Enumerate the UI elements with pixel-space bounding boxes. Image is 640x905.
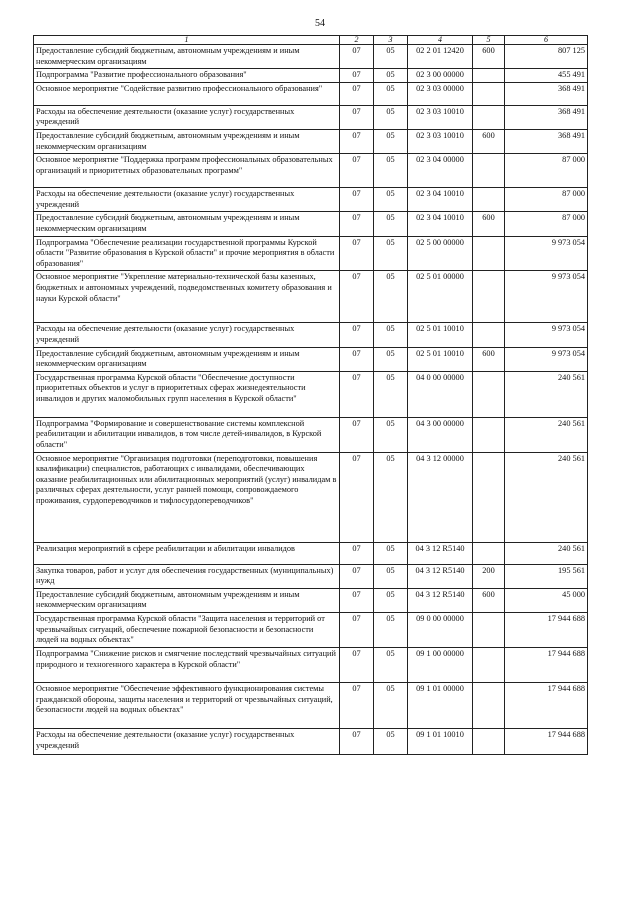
row-section: 07 [340, 683, 374, 729]
row-expense-type [473, 452, 505, 542]
row-target-code: 02 5 01 00000 [408, 271, 473, 323]
row-subsection: 05 [374, 82, 408, 105]
row-target-code: 04 0 00 00000 [408, 371, 473, 417]
row-expense-type [473, 105, 505, 129]
row-subsection: 05 [374, 613, 408, 648]
row-target-code: 02 5 00 00000 [408, 236, 473, 271]
table-row [34, 82, 588, 105]
row-subsection: 05 [374, 588, 408, 612]
column-number: 4 [408, 36, 473, 45]
row-amount: 240 561 [505, 542, 588, 564]
row-expense-type [473, 371, 505, 417]
row-target-code: 02 3 03 10010 [408, 129, 473, 153]
table-row [34, 212, 588, 236]
table-row [34, 129, 588, 153]
row-subsection: 05 [374, 542, 408, 564]
row-subsection: 05 [374, 212, 408, 236]
table-row [34, 371, 588, 417]
row-expense-type: 200 [473, 564, 505, 588]
column-numbers-row [34, 36, 588, 45]
row-expense-type [473, 188, 505, 212]
row-subsection: 05 [374, 347, 408, 371]
row-amount: 455 491 [505, 69, 588, 83]
row-target-code: 04 3 00 00000 [408, 417, 473, 452]
row-subsection: 05 [374, 323, 408, 347]
row-expense-type [473, 542, 505, 564]
row-amount: 807 125 [505, 45, 588, 69]
row-target-code: 02 3 00 00000 [408, 69, 473, 83]
row-expense-type [473, 729, 505, 755]
row-expense-type: 600 [473, 129, 505, 153]
row-section: 07 [340, 271, 374, 323]
row-target-code: 09 1 00 00000 [408, 648, 473, 683]
row-subsection: 05 [374, 371, 408, 417]
row-section: 07 [340, 154, 374, 188]
table-row [34, 542, 588, 564]
row-target-code: 02 5 01 10010 [408, 323, 473, 347]
row-section: 07 [340, 69, 374, 83]
row-subsection: 05 [374, 236, 408, 271]
table-row [34, 588, 588, 612]
row-section: 07 [340, 347, 374, 371]
row-name: Предоставление субсидий бюджетным, автономным учреждениям и иным некоммерческим организациям [34, 212, 340, 236]
row-target-code: 04 3 12 R5140 [408, 564, 473, 588]
row-name: Основное мероприятие "Укрепление материально-технической базы казенных, бюджетных и автономных учреждений, подведомственных комитету образования и науки Курской области" [34, 271, 340, 323]
row-subsection: 05 [374, 452, 408, 542]
row-target-code: 09 1 01 10010 [408, 729, 473, 755]
row-subsection: 05 [374, 129, 408, 153]
row-target-code: 02 2 01 12420 [408, 45, 473, 69]
row-target-code: 02 3 04 10010 [408, 188, 473, 212]
column-number: 1 [34, 36, 340, 45]
row-amount: 17 944 688 [505, 729, 588, 755]
row-name: Подпрограмма "Снижение рисков и смягчение последствий чрезвычайных ситуаций природного и техногенного характера в Курской области" [34, 648, 340, 683]
row-expense-type [473, 683, 505, 729]
row-target-code: 02 3 04 00000 [408, 154, 473, 188]
row-target-code: 04 3 12 R5140 [408, 588, 473, 612]
row-amount: 9 973 054 [505, 347, 588, 371]
row-target-code: 02 5 01 10010 [408, 347, 473, 371]
page-number: 54 [315, 18, 325, 29]
row-subsection: 05 [374, 105, 408, 129]
row-amount: 240 561 [505, 417, 588, 452]
row-expense-type [473, 417, 505, 452]
row-expense-type: 600 [473, 45, 505, 69]
table-row [34, 323, 588, 347]
row-subsection: 05 [374, 154, 408, 188]
row-section: 07 [340, 417, 374, 452]
row-amount: 17 944 688 [505, 683, 588, 729]
column-number: 3 [374, 36, 408, 45]
row-section: 07 [340, 542, 374, 564]
row-subsection: 05 [374, 729, 408, 755]
row-amount: 195 561 [505, 564, 588, 588]
row-section: 07 [340, 105, 374, 129]
row-target-code: 02 3 04 10010 [408, 212, 473, 236]
row-expense-type: 600 [473, 212, 505, 236]
row-section: 07 [340, 212, 374, 236]
row-amount: 87 000 [505, 188, 588, 212]
row-subsection: 05 [374, 648, 408, 683]
row-amount: 368 491 [505, 129, 588, 153]
row-name: Предоставление субсидий бюджетным, автономным учреждениям и иным некоммерческим организациям [34, 347, 340, 371]
budget-table [33, 35, 588, 755]
table-row [34, 271, 588, 323]
row-section: 07 [340, 452, 374, 542]
row-section: 07 [340, 729, 374, 755]
row-section: 07 [340, 188, 374, 212]
row-name: Государственная программа Курской области "Защита населения и территорий от чрезвычайных ситуаций, обеспечение пожарной безопасности и безопасности людей на водных объектах" [34, 613, 340, 648]
row-amount: 45 000 [505, 588, 588, 612]
table-row [34, 648, 588, 683]
table-row [34, 417, 588, 452]
row-section: 07 [340, 648, 374, 683]
row-name: Основное мероприятие "Поддержка программ профессиональных образовательных организаций и приоритетных образовательных программ" [34, 154, 340, 188]
row-section: 07 [340, 613, 374, 648]
table-row [34, 188, 588, 212]
table-row [34, 452, 588, 542]
row-name: Расходы на обеспечение деятельности (оказание услуг) государственных учреждений [34, 729, 340, 755]
row-amount: 87 000 [505, 212, 588, 236]
table-row [34, 683, 588, 729]
row-name: Подпрограмма "Обеспечение реализации государственной программы Курской области "Развитие образования в Курской области" и прочие мероприятия в области образования" [34, 236, 340, 271]
column-number: 5 [473, 36, 505, 45]
row-expense-type [473, 613, 505, 648]
row-name: Основное мероприятие "Обеспечение эффективного функционирования системы гражданской обороны, защиты населения и территорий от чрезвычайных ситуаций, безопасности людей на водных объектах" [34, 683, 340, 729]
table-row [34, 45, 588, 69]
row-subsection: 05 [374, 564, 408, 588]
row-subsection: 05 [374, 683, 408, 729]
row-target-code: 09 0 00 00000 [408, 613, 473, 648]
row-subsection: 05 [374, 188, 408, 212]
row-section: 07 [340, 564, 374, 588]
row-name: Подпрограмма "Развитие профессионального образования" [34, 69, 340, 83]
row-name: Расходы на обеспечение деятельности (оказание услуг) государственных учреждений [34, 323, 340, 347]
row-subsection: 05 [374, 45, 408, 69]
table-row [34, 564, 588, 588]
row-expense-type [473, 648, 505, 683]
column-number: 2 [340, 36, 374, 45]
table-row [34, 236, 588, 271]
row-expense-type [473, 236, 505, 271]
row-name: Предоставление субсидий бюджетным, автономным учреждениям и иным некоммерческим организациям [34, 588, 340, 612]
row-target-code: 04 3 12 00000 [408, 452, 473, 542]
row-expense-type [473, 323, 505, 347]
row-target-code: 02 3 03 10010 [408, 105, 473, 129]
row-expense-type [473, 69, 505, 83]
row-amount: 17 944 688 [505, 648, 588, 683]
row-expense-type [473, 154, 505, 188]
row-subsection: 05 [374, 69, 408, 83]
row-section: 07 [340, 588, 374, 612]
row-target-code: 02 3 03 00000 [408, 82, 473, 105]
row-expense-type: 600 [473, 347, 505, 371]
row-amount: 17 944 688 [505, 613, 588, 648]
row-name: Предоставление субсидий бюджетным, автономным учреждениям и иным некоммерческим организациям [34, 129, 340, 153]
row-name: Предоставление субсидий бюджетным, автономным учреждениям и иным некоммерческим организациям [34, 45, 340, 69]
table-row [34, 729, 588, 755]
row-section: 07 [340, 236, 374, 271]
row-section: 07 [340, 82, 374, 105]
column-number: 6 [505, 36, 588, 45]
row-amount: 240 561 [505, 452, 588, 542]
row-section: 07 [340, 323, 374, 347]
row-expense-type [473, 271, 505, 323]
table-row [34, 613, 588, 648]
row-amount: 87 000 [505, 154, 588, 188]
row-target-code: 09 1 01 00000 [408, 683, 473, 729]
row-name: Государственная программа Курской области "Обеспечение доступности приоритетных объектов и услуг в приоритетных сферах жизнедеятельности инвалидов и других маломобильных групп населения в Курской области" [34, 371, 340, 417]
row-amount: 368 491 [505, 105, 588, 129]
row-section: 07 [340, 371, 374, 417]
table-row [34, 105, 588, 129]
table-row [34, 347, 588, 371]
row-subsection: 05 [374, 417, 408, 452]
table-row [34, 69, 588, 83]
row-target-code: 04 3 12 R5140 [408, 542, 473, 564]
row-name: Реализация мероприятий в сфере реабилитации и абилитации инвалидов [34, 542, 340, 564]
row-amount: 368 491 [505, 82, 588, 105]
table-row [34, 154, 588, 188]
row-amount: 240 561 [505, 371, 588, 417]
row-expense-type: 600 [473, 588, 505, 612]
row-name: Подпрограмма "Формирование и совершенствование системы комплексной реабилитации и абилитации инвалидов, в том числе детей-инвалидов, в Курской области" [34, 417, 340, 452]
row-amount: 9 973 054 [505, 271, 588, 323]
row-section: 07 [340, 129, 374, 153]
row-expense-type [473, 82, 505, 105]
row-subsection: 05 [374, 271, 408, 323]
row-name: Расходы на обеспечение деятельности (оказание услуг) государственных учреждений [34, 105, 340, 129]
row-amount: 9 973 054 [505, 236, 588, 271]
row-name: Закупка товаров, работ и услуг для обеспечения государственных (муниципальных) нужд [34, 564, 340, 588]
row-name: Основное мероприятие "Содействие развитию профессионального образования" [34, 82, 340, 105]
row-name: Расходы на обеспечение деятельности (оказание услуг) государственных учреждений [34, 188, 340, 212]
row-amount: 9 973 054 [505, 323, 588, 347]
row-name: Основное мероприятие "Организация подготовки (переподготовки, повышения квалификации) специалистов, работающих с инвалидами, обеспечивающих оказание реабилитационных или абилитационных мероприятий (услуг) инвалидам в различных сферах деятельности, услуг ранней помощи, сопровождаемого проживания, сурдопереводчиков и тифлосурдопереводчиков" [34, 452, 340, 542]
row-section: 07 [340, 45, 374, 69]
